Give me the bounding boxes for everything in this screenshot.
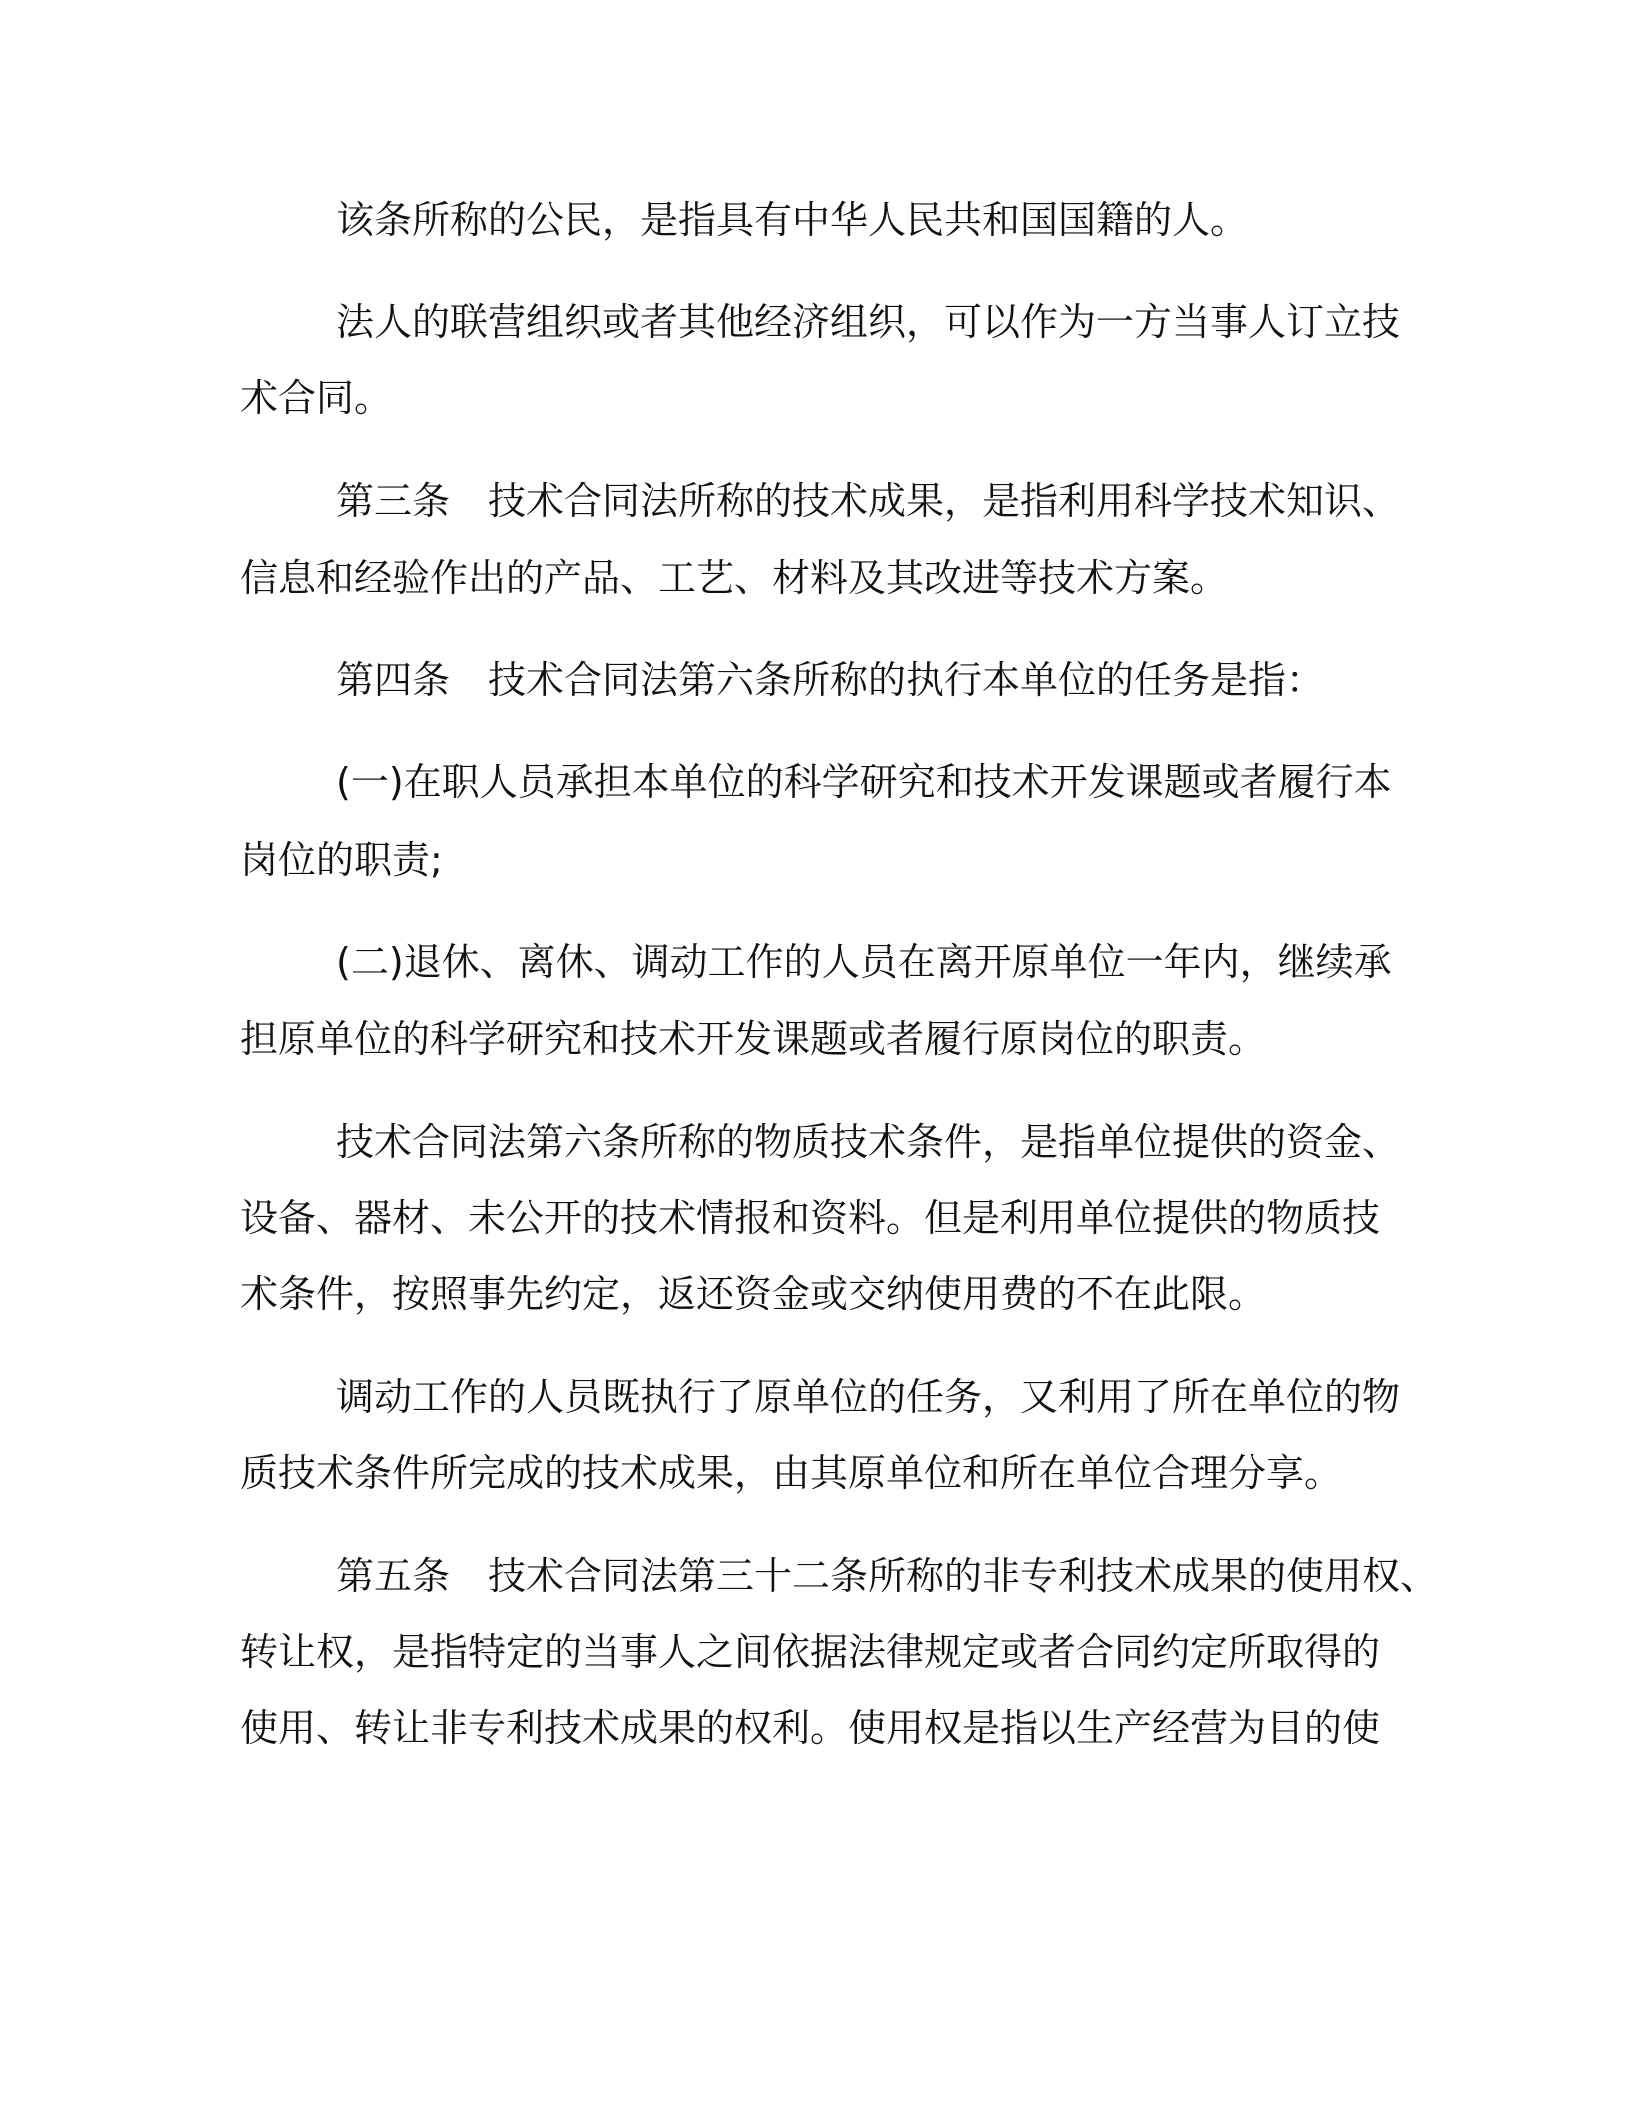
text-line: (一)在职人员承担本单位的科学研究和技术开发课题或者履行本 bbox=[336, 760, 1392, 804]
text-line: 第五条 技术合同法第三十二条所称的非专利技术成果的使用权、 bbox=[336, 1554, 1439, 1598]
text-line: 转让权，是指特定的当事人之间依据法律规定或者合同约定所取得的 bbox=[240, 1630, 1381, 1674]
text-line: 术合同。 bbox=[240, 376, 393, 420]
text-line: 第三条 技术合同法所称的技术成果，是指利用科学技术知识、 bbox=[336, 479, 1401, 523]
text-line: 第四条 技术合同法第六条所称的执行本单位的任务是指： bbox=[336, 658, 1325, 702]
text-line: 法人的联营组织或者其他经济组织，可以作为一方当事人订立技 bbox=[336, 300, 1401, 344]
text-line: 使用、转让非专利技术成果的权利。使用权是指以生产经营为目的使 bbox=[240, 1706, 1381, 1750]
text-line: 技术合同法第六条所称的物质技术条件，是指单位提供的资金、 bbox=[336, 1120, 1401, 1164]
text-line: 岗位的职责; bbox=[240, 838, 443, 882]
text-line: 术条件，按照事先约定，返还资金或交纳使用费的不在此限。 bbox=[240, 1272, 1267, 1316]
text-line: 信息和经验作出的产品、工艺、材料及其改进等技术方案。 bbox=[240, 556, 1229, 600]
text-line: 担原单位的科学研究和技术开发课题或者履行原岗位的职责。 bbox=[240, 1017, 1267, 1061]
text-line: 该条所称的公民，是指具有中华人民共和国国籍的人。 bbox=[336, 198, 1249, 242]
text-line: (二)退休、离休、调动工作的人员在离开原单位一年内，继续承 bbox=[336, 940, 1392, 984]
text-line: 调动工作的人员既执行了原单位的任务，又利用了所在单位的物 bbox=[336, 1375, 1401, 1419]
text-line: 质技术条件所完成的技术成果，由其原单位和所在单位合理分享。 bbox=[240, 1451, 1343, 1495]
text-line: 设备、器材、未公开的技术情报和资料。但是利用单位提供的物质技 bbox=[240, 1196, 1381, 1240]
